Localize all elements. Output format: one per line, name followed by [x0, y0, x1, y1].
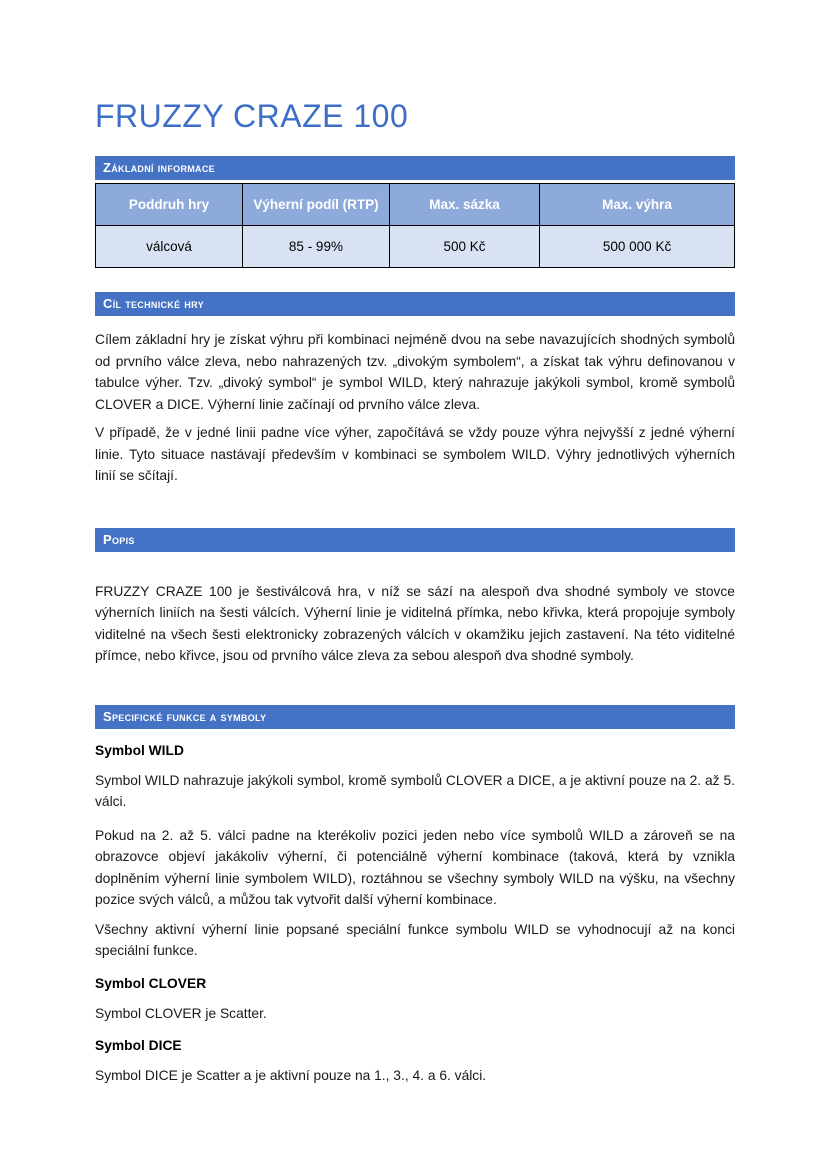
document-title: FRUZZY CRAZE 100: [95, 98, 409, 134]
description-paragraph: FRUZZY CRAZE 100 je šestiválcová hra, v níž se sází na alespoň dva shodné symboly ve stovce výherních liniích na šesti válcích. Výherní linie je viditelná přímka, nebo křivka, která propojuje symboly viditelné na všech šesti elektronicky zobrazených válcích v okamžiku jejich zastavení. Na této viditelné přímce, nebo křivce, jsou od prvního válce zleva za sebou alespoň dva shodné symboly.: [95, 583, 735, 663]
table-header-cell-max-win: Max. výhra: [540, 184, 735, 226]
symbol-wild-paragraph-3: Všechny aktivní výherní linie popsané speciální funkce symbolu WILD se vyhodnocují až na konci speciální funkce.: [95, 921, 735, 958]
table-cell-rtp: 85 - 99%: [242, 226, 389, 268]
subsection-heading-symbol-wild: Symbol WILD: [95, 742, 184, 758]
table-row: [96, 226, 735, 268]
goal-paragraph-2: V případě, že v jedné linii padne více výher, započítává se vždy pouze výhra nejvyšší z jedné výherní linie. Tyto situace nastávají především v kombinaci se symbolem WILD. Výhry jednotlivých výherních linií se sčítají.: [95, 425, 735, 483]
table-cell-max-win: 500 000 Kč: [540, 226, 735, 268]
table-header-cell-max-bet: Max. sázka: [389, 184, 539, 226]
subsection-heading-symbol-clover: Symbol CLOVER: [95, 975, 207, 991]
table-cell-game-subtype: válcová: [96, 226, 243, 268]
symbol-wild-paragraph-2: Pokud na 2. až 5. válci padne na kterékoliv pozici jeden nebo více symbolů WILD a zároveň se na obrazovce objeví jakákoliv výherní, či potenciálně výherní kombinace (taková, která by vznikla doplněním výherní linie symbolem WILD), roztáhnou se všechny symboly WILD na výšku, na všechny pozice svých válců, a můžou tak vytvořit další výherní kombinace.: [95, 827, 735, 907]
section-header-description: Popis: [95, 528, 735, 552]
symbol-clover-paragraph: Symbol CLOVER je Scatter.: [95, 1005, 267, 1021]
section-header-basic-info: Základní informace: [95, 156, 735, 180]
table-header-cell-game-subtype: Poddruh hry: [96, 184, 243, 226]
goal-paragraph-1: Cílem základní hry je získat výhru při kombinaci nejméně dvou na sebe navazujících shodných symbolů od prvního válce zleva, nebo nahrazených tzv. „divokým symbolem“, a získat tak výhru definovanou v tabulce výher. Tzv. „divoký symbol“ je symbol WILD, který nahrazuje jakýkoli symbol, kromě symbolů CLOVER a DICE. Výherní linie začínají od prvního válce zleva.: [95, 332, 735, 412]
basic-info-table: [95, 183, 735, 268]
table-header-cell-rtp: Výherní podíl (RTP): [242, 184, 389, 226]
symbol-dice-paragraph: Symbol DICE je Scatter a je aktivní pouze na 1., 3., 4. a 6. válci.: [95, 1068, 487, 1083]
symbol-wild-paragraph-1: Symbol WILD nahrazuje jakýkoli symbol, kromě symbolů CLOVER a DICE, a je aktivní pouze na 2. až 5. válci.: [95, 772, 735, 809]
section-header-goal: Cíl technické hry: [95, 292, 735, 316]
table-header-row: [96, 184, 735, 226]
subsection-heading-symbol-dice: Symbol DICE: [95, 1038, 182, 1053]
section-header-specific-functions: Specifické funkce a symboly: [95, 705, 735, 729]
table-cell-max-bet: 500 Kč: [389, 226, 539, 268]
